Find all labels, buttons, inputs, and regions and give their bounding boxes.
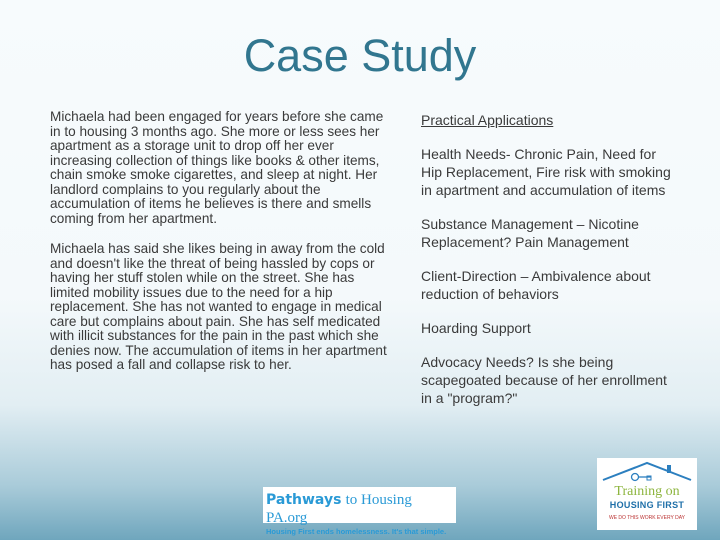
pathways-logo <box>263 487 456 536</box>
list-item: Client-Direction – Ambivalence about reduction of behaviors <box>421 268 651 302</box>
logo-rest: to Housing PA.org <box>266 492 412 526</box>
logo-line2: HOUSING FIRST <box>609 500 685 510</box>
list-item: Advocacy Needs? Is she being scapegoated because of her enrollment in a "program?" <box>421 354 667 406</box>
paragraph: Michaela had been engaged for years before she came in to housing 3 months ago. She more or less sees her apartment as a storage unit to drop off her ever increasing collection of things like books & other items, chain smoke smoke cigarettes, and sleep at night. Her landlord complains to you regularly about the accumulation of items he believes is there and smells coming from her apartment. <box>50 109 384 226</box>
list-item: Health Needs- Chronic Pain, Need for Hip Replacement, Fire risk with smoking in apartment and accumulation of items <box>421 146 671 198</box>
slide-title: Case Study <box>243 30 477 81</box>
list-item: Substance Management – Nicotine Replacement? Pain Management <box>421 216 639 250</box>
list-item: Hoarding Support <box>421 320 531 336</box>
practical-applications <box>421 111 676 423</box>
section-heading: Practical Applications <box>421 112 554 128</box>
logo-line3: WE DO THIS WORK EVERY DAY <box>608 515 686 521</box>
case-description <box>50 110 395 389</box>
logo-bold: Pathways <box>266 492 342 508</box>
training-logo <box>597 458 697 530</box>
logo-tagline: Housing First ends homelessness. It's that simple. <box>266 527 447 536</box>
logo-line1: Training on <box>614 484 680 499</box>
paragraph: Michaela has said she likes being in away from the cold and doesn't like the threat of being hassled by cops or having her stuff stolen while on the street. She has limited mobility issues due to the need for a hip replacement. She has not wanted to engage in medical care but complains about pain. She has self medicated with illicit substances for the pain in the past which she denies now. The accumulation of items in her apartment has posed a fall and collapse risk to her. <box>50 241 387 372</box>
